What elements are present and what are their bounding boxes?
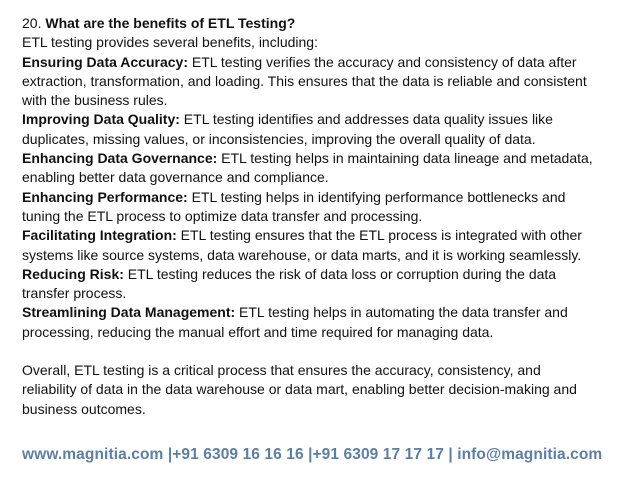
benefit-text-line: tuning the ETL process to optimize data transfer and processing. (22, 207, 423, 224)
benefit-heading: Enhancing Performance: (22, 188, 188, 205)
conclusion-line: reliability of data in the data warehouse or data mart, enabling better decision-making and (22, 381, 577, 398)
benefit-heading: Ensuring Data Accuracy: (22, 53, 188, 70)
benefit-heading: Enhancing Data Governance: (22, 150, 218, 167)
question-heading (22, 14, 626, 33)
question-number: 20. (22, 15, 42, 31)
benefit-text: ETL testing ensures that the ETL process is integrated with other (176, 227, 582, 244)
benefit-text-line: processing, reducing the manual effort and time required for managing data. (22, 323, 494, 340)
benefit-text-line: extraction, transformation, and loading. This ensures that the data is reliable and consistent (22, 72, 587, 89)
benefit-text-line: systems like source systems, data warehouse, or data marts, and it is working seamlessly. (22, 246, 582, 263)
conclusion-line: business outcomes. (22, 400, 146, 417)
benefit-governance (22, 149, 626, 168)
benefit-text: ETL testing reduces the risk of data loss or corruption during the data (123, 265, 557, 282)
benefit-text-line: duplicates, missing values, or inconsistencies, improving the overall quality of data. (22, 130, 536, 147)
benefit-data-management (22, 303, 626, 322)
question-title: What are the benefits of ETL Testing? (45, 15, 296, 31)
conclusion-line: Overall, ETL testing is a critical process that ensures the accuracy, consistency, and (22, 362, 541, 379)
document-body (22, 14, 626, 419)
benefit-heading: Facilitating Integration: (22, 227, 177, 244)
paragraph-gap (22, 342, 626, 361)
benefit-integration (22, 226, 626, 245)
benefit-text: ETL testing helps in maintaining data lineage and metadata, (217, 150, 593, 167)
benefit-risk (22, 265, 626, 284)
benefit-text: ETL testing helps in automating the data transfer and (235, 304, 568, 321)
contact-footer: www.magnitia.com |+91 6309 16 16 16 |+91 6309 17 17 17 | info@magnitia.com (22, 446, 603, 463)
benefit-text-line: with the business rules. (22, 92, 168, 109)
benefit-text: ETL testing identifies and addresses data quality issues like (179, 111, 553, 128)
benefit-text-line: enabling better data governance and compliance. (22, 169, 329, 186)
benefit-heading: Reducing Risk: (22, 265, 124, 282)
intro-text: ETL testing provides several benefits, including: (22, 34, 318, 51)
benefit-quality (22, 110, 626, 129)
benefit-text-line: transfer process. (22, 285, 127, 302)
benefit-heading: Improving Data Quality: (22, 111, 180, 128)
benefit-accuracy (22, 53, 626, 72)
benefit-text: ETL testing verifies the accuracy and consistency of data after (187, 53, 577, 70)
benefit-performance (22, 188, 626, 207)
benefit-text: ETL testing helps in identifying performance bottlenecks and (187, 188, 566, 205)
benefit-heading: Streamlining Data Management: (22, 304, 236, 321)
